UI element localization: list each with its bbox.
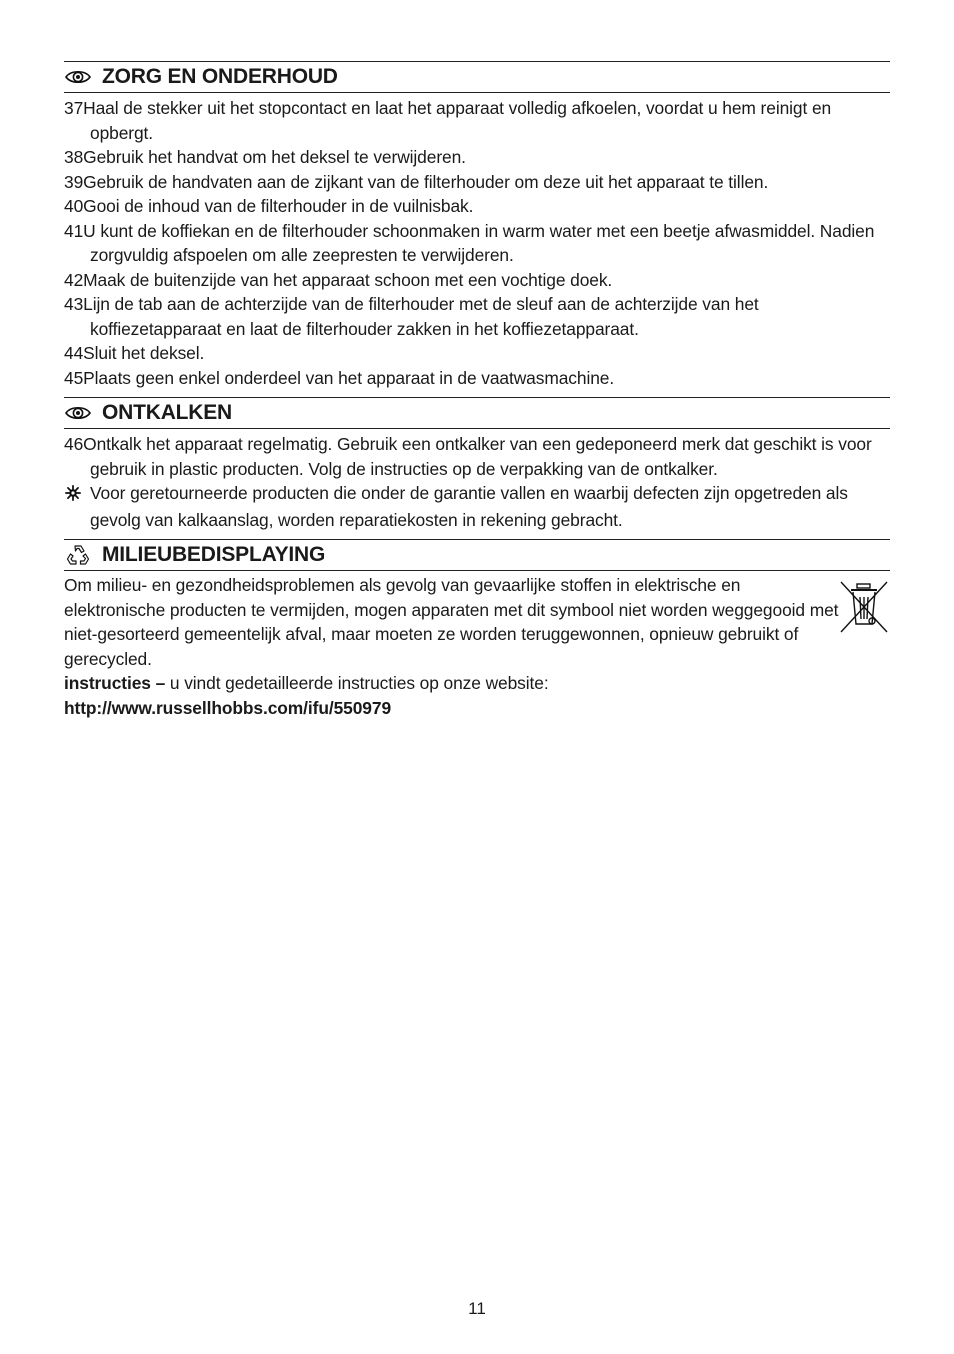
list-item: 45Plaats geen enkel onderdeel van het apparaat in de vaatwasmachine. [64, 367, 615, 388]
eye-icon [64, 66, 92, 88]
instructions-line [64, 671, 890, 696]
environment-body [64, 571, 890, 720]
environment-text: Om milieu- en gezondheidsproblemen als gevolg van gevaarlijke stoffen in elektrische en elektronische producten te vermijden, mogen apparaten met dit symbool niet worden weggegooid met niet-gesorteerd gemeentelijk afval, maar moeten ze worden teruggewonnen, opnieuw gebruikt of gerecycled. [64, 575, 839, 669]
section-header-environment [64, 539, 890, 571]
list-item: 41U kunt de koffiekan en de filterhouder schoonmaken in warm water met een beetje afwasmiddel. Nadien zorgvuldig afspoelen om alle zeepresten te verwijderen. [64, 220, 875, 265]
instructions-label: instructies – [64, 673, 166, 693]
eye-icon [64, 402, 92, 424]
list-item: 46Ontkalk het apparaat regelmatig. Gebruik een ontkalker van een gedeponeerd merk dat geschikt is voor gebruik in plastic producten. Volg de instructies op de verpakking van de ontkalker. [64, 434, 872, 479]
list-item: 44Sluit het deksel. [64, 343, 205, 363]
list-item: 40Gooi de inhoud van de filterhouder in de vuilnisbak. [64, 196, 474, 216]
list-item: 39Gebruik de handvaten aan de zijkant van de filterhouder om deze uit het apparaat te tillen. [64, 171, 769, 192]
page-content [64, 61, 890, 720]
section-header-care [64, 61, 890, 93]
page-number: 11 [468, 1299, 486, 1318]
recycle-icon [64, 544, 92, 566]
list-item: 42Maak de buitenzijde van het apparaat schoon met een vochtige doek. [64, 269, 613, 290]
section-header-descale [64, 397, 890, 429]
list-item: 37Haal de stekker uit het stopcontact en laat het apparaat volledig afkoelen, voordat u hem reinigt en opbergt. [64, 98, 832, 143]
sun-icon [64, 483, 90, 508]
section-title-descale: ONTKALKEN [102, 401, 233, 424]
list-item: 43Lijn de tab aan de achterzijde van de filterhouder met de sleuf aan de achterzijde van het koffiezetapparaat en laat de filterhouder zakken in het koffiezetapparaat. [64, 294, 759, 339]
descale-list [64, 429, 890, 535]
section-title-environment: MILIEUBEDISPLAYING [102, 543, 326, 566]
section-title-care: ZORG EN ONDERHOUD [102, 65, 338, 88]
list-item: 38Gebruik het handvat om het deksel te verwijderen. [64, 147, 466, 167]
care-list [64, 93, 890, 393]
crossed-bin-icon [838, 579, 890, 637]
instructions-url[interactable]: http://www.russellhobbs.com/ifu/550979 [64, 697, 392, 718]
instructions-text: u vindt gedetailleerde instructies op onze website: [165, 673, 549, 693]
tip-item: Voor geretourneerde producten die onder de garantie vallen en waarbij defecten zijn opgetreden als gevolg van kalkaanslag, worden reparatiekosten in rekening gebracht. [64, 481, 890, 532]
